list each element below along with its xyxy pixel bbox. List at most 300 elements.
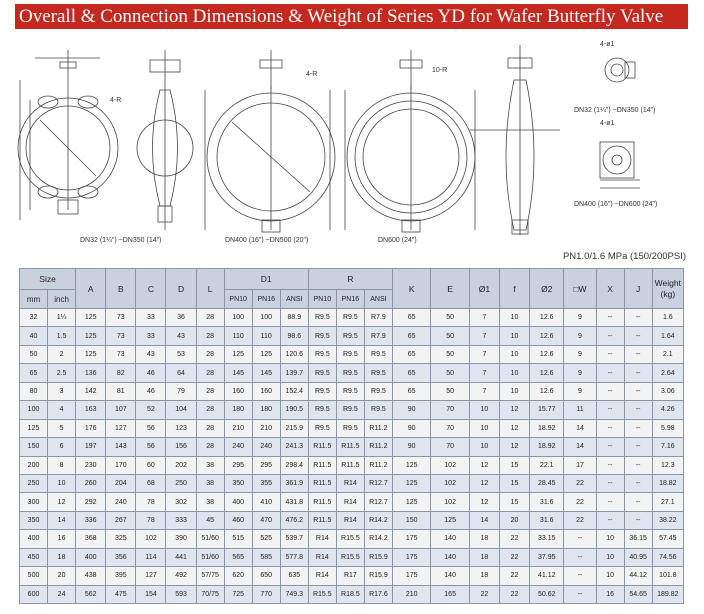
table-cell: 142 bbox=[76, 382, 106, 400]
table-cell: 325 bbox=[106, 530, 136, 548]
table-cell: 57.45 bbox=[652, 530, 683, 548]
table-cell: 44.12 bbox=[624, 567, 652, 585]
table-cell: 441 bbox=[166, 548, 196, 566]
table-cell: 565 bbox=[224, 548, 252, 566]
table-cell: 140 bbox=[431, 548, 469, 566]
header-b: B bbox=[106, 269, 136, 309]
table-cell: 8 bbox=[48, 456, 76, 474]
table-cell: 2 bbox=[48, 345, 76, 363]
table-cell: 7.16 bbox=[652, 438, 683, 456]
table-cell: R11.5 bbox=[308, 511, 336, 529]
table-cell: 56 bbox=[136, 419, 166, 437]
table-cell: 37.95 bbox=[530, 548, 564, 566]
table-cell: 9 bbox=[564, 364, 596, 382]
table-cell: 295 bbox=[224, 456, 252, 474]
table-cell: 240 bbox=[106, 493, 136, 511]
table-row bbox=[20, 456, 684, 474]
table-cell: 28.45 bbox=[530, 474, 564, 492]
table-cell: 16 bbox=[48, 530, 76, 548]
table-cell: -- bbox=[564, 585, 596, 603]
table-cell: 9 bbox=[564, 345, 596, 363]
table-cell: 210 bbox=[392, 585, 430, 603]
table-row bbox=[20, 401, 684, 419]
table-cell: 65 bbox=[392, 327, 430, 345]
table-cell: -- bbox=[624, 419, 652, 437]
table-cell: 336 bbox=[76, 511, 106, 529]
table-row bbox=[20, 419, 684, 437]
table-cell: 79 bbox=[166, 382, 196, 400]
table-cell: 28 bbox=[196, 438, 224, 456]
table-cell: 355 bbox=[252, 474, 280, 492]
table-cell: 333 bbox=[166, 511, 196, 529]
table-cell: R11.2 bbox=[364, 419, 392, 437]
table-cell: 90 bbox=[392, 401, 430, 419]
header-r-pn16: PN16 bbox=[336, 290, 364, 309]
table-cell: 15.77 bbox=[530, 401, 564, 419]
table-cell: R9.5 bbox=[308, 382, 336, 400]
table-cell: R9.5 bbox=[336, 419, 364, 437]
table-cell: 450 bbox=[20, 548, 48, 566]
table-cell: 400 bbox=[224, 493, 252, 511]
header-r: R bbox=[308, 269, 392, 290]
drawing-label-nr-2: 4-R bbox=[306, 71, 318, 78]
table-cell: 102 bbox=[136, 530, 166, 548]
table-cell: 31.6 bbox=[530, 493, 564, 511]
table-cell: 28 bbox=[196, 419, 224, 437]
table-cell: R14 bbox=[336, 474, 364, 492]
header-a: A bbox=[76, 269, 106, 309]
table-cell: 150 bbox=[392, 511, 430, 529]
table-cell: 12 bbox=[469, 456, 499, 474]
table-cell: 20 bbox=[499, 511, 529, 529]
table-cell: 197 bbox=[76, 438, 106, 456]
table-cell: 204 bbox=[106, 474, 136, 492]
table-cell: 17 bbox=[564, 456, 596, 474]
table-cell: R9.5 bbox=[336, 309, 364, 327]
header-c: C bbox=[136, 269, 166, 309]
header-d: D bbox=[166, 269, 196, 309]
table-cell: 64 bbox=[166, 364, 196, 382]
header-d1: D1 bbox=[224, 269, 308, 290]
table-cell: -- bbox=[596, 474, 624, 492]
table-cell: R11.5 bbox=[308, 474, 336, 492]
table-cell: 15 bbox=[499, 474, 529, 492]
table-cell: 202 bbox=[166, 456, 196, 474]
table-cell: 110 bbox=[252, 327, 280, 345]
table-cell: 53 bbox=[166, 345, 196, 363]
table-cell: 50.62 bbox=[530, 585, 564, 603]
table-cell: 180 bbox=[224, 401, 252, 419]
table-cell: -- bbox=[624, 493, 652, 511]
table-cell: R17.6 bbox=[364, 585, 392, 603]
table-cell: 210 bbox=[252, 419, 280, 437]
table-cell: 16 bbox=[596, 585, 624, 603]
table-cell: 18 bbox=[469, 567, 499, 585]
table-cell: 145 bbox=[252, 364, 280, 382]
valve-drawings bbox=[0, 30, 704, 252]
header-mm: mm bbox=[20, 290, 48, 309]
table-cell: 125 bbox=[76, 345, 106, 363]
table-cell: 190.5 bbox=[280, 401, 308, 419]
table-cell: 28 bbox=[196, 401, 224, 419]
table-cell: 7 bbox=[469, 309, 499, 327]
table-cell: R9.5 bbox=[336, 327, 364, 345]
table-cell: 82 bbox=[106, 364, 136, 382]
table-cell: 52 bbox=[136, 401, 166, 419]
table-cell: -- bbox=[596, 382, 624, 400]
table-cell: 12 bbox=[469, 474, 499, 492]
table-cell: R18.5 bbox=[336, 585, 364, 603]
table-cell: R15.5 bbox=[336, 548, 364, 566]
table-cell: 2.64 bbox=[652, 364, 683, 382]
table-cell: 1.5 bbox=[48, 327, 76, 345]
table-cell: 12 bbox=[499, 401, 529, 419]
table-cell: 150 bbox=[20, 438, 48, 456]
table-cell: 160 bbox=[224, 382, 252, 400]
table-cell: 5.98 bbox=[652, 419, 683, 437]
table-cell: -- bbox=[624, 474, 652, 492]
table-cell: 28 bbox=[196, 345, 224, 363]
table-cell: R14 bbox=[336, 493, 364, 511]
table-cell: 139.7 bbox=[280, 364, 308, 382]
table-cell: 28 bbox=[196, 382, 224, 400]
table-cell: 577.8 bbox=[280, 548, 308, 566]
table-row bbox=[20, 327, 684, 345]
table-cell: R15.5 bbox=[308, 585, 336, 603]
table-row bbox=[20, 585, 684, 603]
table-cell: 22 bbox=[499, 530, 529, 548]
table-row bbox=[20, 364, 684, 382]
table-cell: 50 bbox=[20, 345, 48, 363]
table-cell: 585 bbox=[252, 548, 280, 566]
table-row bbox=[20, 474, 684, 492]
table-cell: 492 bbox=[166, 567, 196, 585]
table-cell: 22 bbox=[499, 567, 529, 585]
table-cell: 73 bbox=[106, 327, 136, 345]
table-cell: -- bbox=[596, 493, 624, 511]
table-cell: 125 bbox=[20, 419, 48, 437]
table-cell: 120.6 bbox=[280, 345, 308, 363]
table-cell: 241.3 bbox=[280, 438, 308, 456]
table-cell: 175 bbox=[392, 548, 430, 566]
table-cell: R11.2 bbox=[364, 438, 392, 456]
table-cell: -- bbox=[596, 401, 624, 419]
table-cell: -- bbox=[624, 511, 652, 529]
table-cell: R9.5 bbox=[308, 419, 336, 437]
table-cell: R7.9 bbox=[364, 309, 392, 327]
table-cell: 43 bbox=[166, 327, 196, 345]
table-cell: 74.56 bbox=[652, 548, 683, 566]
table-cell: 125 bbox=[76, 309, 106, 327]
table-cell: R9.5 bbox=[336, 364, 364, 382]
table-cell: 302 bbox=[166, 493, 196, 511]
table-cell: 1.64 bbox=[652, 327, 683, 345]
table-cell: 180 bbox=[252, 401, 280, 419]
table-cell: R11.5 bbox=[308, 438, 336, 456]
table-cell: 50 bbox=[431, 309, 469, 327]
table-cell: 102 bbox=[431, 493, 469, 511]
table-cell: 12.6 bbox=[530, 364, 564, 382]
table-cell: 88.9 bbox=[280, 309, 308, 327]
table-cell: R12.7 bbox=[364, 493, 392, 511]
table-cell: R9.5 bbox=[308, 364, 336, 382]
table-cell: 10 bbox=[499, 345, 529, 363]
caption-detail-small: DN32 (1¼") ~DN350 (14") bbox=[574, 107, 656, 114]
table-cell: 6 bbox=[48, 438, 76, 456]
table-cell: 127 bbox=[136, 567, 166, 585]
table-cell: 18.82 bbox=[652, 474, 683, 492]
table-cell: R11.5 bbox=[308, 456, 336, 474]
table-cell: 50 bbox=[431, 382, 469, 400]
table-cell: 22 bbox=[564, 474, 596, 492]
table-cell: 175 bbox=[392, 567, 430, 585]
table-cell: 98.6 bbox=[280, 327, 308, 345]
table-cell: 65 bbox=[392, 364, 430, 382]
table-cell: 22 bbox=[564, 511, 596, 529]
table-cell: 136 bbox=[76, 364, 106, 382]
table-cell: 476.2 bbox=[280, 511, 308, 529]
table-cell: 395 bbox=[106, 567, 136, 585]
table-cell: 368 bbox=[76, 530, 106, 548]
table-cell: 125 bbox=[392, 493, 430, 511]
header-j: J bbox=[624, 269, 652, 309]
table-cell: R11.5 bbox=[308, 493, 336, 511]
table-cell: R9.5 bbox=[308, 309, 336, 327]
table-cell: 14 bbox=[564, 419, 596, 437]
header-k: K bbox=[392, 269, 430, 309]
table-cell: 33 bbox=[136, 327, 166, 345]
header-o1: Ø1 bbox=[469, 269, 499, 309]
table-cell: -- bbox=[596, 419, 624, 437]
drawing-label-nr3-2: 4-ø1 bbox=[600, 120, 615, 127]
valve-side-small bbox=[137, 50, 193, 230]
table-cell: R15.9 bbox=[364, 567, 392, 585]
table-cell: 18.92 bbox=[530, 438, 564, 456]
table-cell: R9.5 bbox=[364, 345, 392, 363]
table-cell: 500 bbox=[20, 567, 48, 585]
table-cell: 78 bbox=[136, 511, 166, 529]
table-cell: R9.5 bbox=[308, 327, 336, 345]
table-cell: 40 bbox=[20, 327, 48, 345]
table-cell: 635 bbox=[280, 567, 308, 585]
header-weight: Weight (kg) bbox=[652, 269, 683, 309]
caption-dn600: DN600 (24") bbox=[378, 237, 417, 244]
table-cell: 154 bbox=[136, 585, 166, 603]
table-cell: 36.15 bbox=[624, 530, 652, 548]
table-cell: 9 bbox=[564, 382, 596, 400]
pressure-note: PN1.0/1.6 MPa (150/200PSI) bbox=[562, 251, 686, 262]
table-row bbox=[20, 493, 684, 511]
table-cell: -- bbox=[596, 345, 624, 363]
caption-dn400-dn500: DN400 (16") ~DN500 (20") bbox=[225, 237, 309, 244]
table-cell: 163 bbox=[76, 401, 106, 419]
table-cell: 12.6 bbox=[530, 327, 564, 345]
table-cell: 22 bbox=[469, 585, 499, 603]
table-cell: R11.2 bbox=[364, 456, 392, 474]
table-cell: -- bbox=[624, 401, 652, 419]
table-cell: 81 bbox=[106, 382, 136, 400]
table-cell: -- bbox=[624, 327, 652, 345]
table-cell: 38 bbox=[196, 456, 224, 474]
table-cell: 170 bbox=[106, 456, 136, 474]
table-cell: 7 bbox=[469, 382, 499, 400]
table-cell: 102 bbox=[431, 474, 469, 492]
table-cell: 27.1 bbox=[652, 493, 683, 511]
table-row bbox=[20, 382, 684, 400]
table-cell: R15.5 bbox=[336, 530, 364, 548]
table-cell: 22 bbox=[499, 548, 529, 566]
table-cell: 101.8 bbox=[652, 567, 683, 585]
table-cell: R9.5 bbox=[336, 345, 364, 363]
table-cell: 18 bbox=[469, 548, 499, 566]
table-cell: R11.5 bbox=[336, 456, 364, 474]
table-cell: 70/75 bbox=[196, 585, 224, 603]
table-cell: 143 bbox=[106, 438, 136, 456]
table-cell: 31.6 bbox=[530, 511, 564, 529]
table-cell: 12 bbox=[48, 493, 76, 511]
table-cell: R7.9 bbox=[364, 327, 392, 345]
table-cell: 65 bbox=[392, 345, 430, 363]
header-o2: Ø2 bbox=[530, 269, 564, 309]
table-cell: -- bbox=[596, 327, 624, 345]
table-cell: 240 bbox=[224, 438, 252, 456]
table-cell: 70 bbox=[431, 401, 469, 419]
table-cell: 70 bbox=[431, 438, 469, 456]
table-cell: 24 bbox=[48, 585, 76, 603]
table-cell: 12.6 bbox=[530, 309, 564, 327]
table-cell: 390 bbox=[166, 530, 196, 548]
table-cell: 10 bbox=[596, 548, 624, 566]
table-cell: 15 bbox=[499, 493, 529, 511]
header-inch: inch bbox=[48, 290, 76, 309]
table-cell: 33 bbox=[136, 309, 166, 327]
header-l: L bbox=[196, 269, 224, 309]
table-cell: R14 bbox=[308, 548, 336, 566]
table-cell: 650 bbox=[252, 567, 280, 585]
table-cell: 43 bbox=[136, 345, 166, 363]
table-cell: -- bbox=[624, 364, 652, 382]
header-d1-pn10: PN10 bbox=[224, 290, 252, 309]
header-r-pn10: PN10 bbox=[308, 290, 336, 309]
table-cell: 65 bbox=[392, 309, 430, 327]
table-cell: 50 bbox=[431, 327, 469, 345]
table-cell: 295 bbox=[252, 456, 280, 474]
table-cell: 2.1 bbox=[652, 345, 683, 363]
table-cell: 10 bbox=[499, 309, 529, 327]
table-cell: 125 bbox=[431, 511, 469, 529]
table-cell: 32 bbox=[20, 309, 48, 327]
table-cell: 749.3 bbox=[280, 585, 308, 603]
table-cell: -- bbox=[624, 382, 652, 400]
table-cell: 400 bbox=[76, 548, 106, 566]
table-cell: 292 bbox=[76, 493, 106, 511]
table-cell: 356 bbox=[106, 548, 136, 566]
table-cell: 410 bbox=[252, 493, 280, 511]
table-cell: R14.2 bbox=[364, 511, 392, 529]
table-row bbox=[20, 438, 684, 456]
table-cell: 2.5 bbox=[48, 364, 76, 382]
table-cell: 127 bbox=[106, 419, 136, 437]
caption-dn32-dn350: DN32 (1¼") ~DN350 (14") bbox=[80, 237, 162, 244]
table-cell: 189.82 bbox=[652, 585, 683, 603]
table-cell: 7 bbox=[469, 364, 499, 382]
table-cell: 156 bbox=[166, 438, 196, 456]
table-cell: 15 bbox=[499, 456, 529, 474]
table-cell: 400 bbox=[20, 530, 48, 548]
table-cell: 57/75 bbox=[196, 567, 224, 585]
valve-drawing-small bbox=[18, 50, 118, 220]
table-cell: 260 bbox=[76, 474, 106, 492]
table-cell: 100 bbox=[20, 401, 48, 419]
table-cell: 12 bbox=[499, 419, 529, 437]
table-cell: -- bbox=[596, 511, 624, 529]
table-cell: 14 bbox=[469, 511, 499, 529]
table-cell: 65 bbox=[20, 364, 48, 382]
table-cell: R12.7 bbox=[364, 474, 392, 492]
table-cell: 475 bbox=[106, 585, 136, 603]
table-cell: R14.2 bbox=[364, 530, 392, 548]
valve-drawing-large bbox=[345, 50, 475, 232]
table-cell: 90 bbox=[392, 419, 430, 437]
table-cell: 46 bbox=[136, 364, 166, 382]
table-cell: 28 bbox=[196, 309, 224, 327]
table-cell: 18 bbox=[469, 530, 499, 548]
table-cell: 73 bbox=[106, 345, 136, 363]
table-cell: 3.06 bbox=[652, 382, 683, 400]
table-cell: 12.6 bbox=[530, 382, 564, 400]
dimensions-table bbox=[19, 268, 684, 604]
table-cell: 38 bbox=[196, 474, 224, 492]
table-cell: 22 bbox=[499, 585, 529, 603]
caption-detail-large: DN400 (16") ~DN600 (24") bbox=[574, 201, 658, 208]
table-cell: 145 bbox=[224, 364, 252, 382]
table-cell: -- bbox=[596, 364, 624, 382]
table-cell: 215.9 bbox=[280, 419, 308, 437]
table-cell: -- bbox=[624, 438, 652, 456]
table-cell: R17 bbox=[336, 567, 364, 585]
table-cell: 7 bbox=[469, 345, 499, 363]
page-title: Overall & Connection Dimensions & Weight of Series YD for Wafer Butterfly Valve bbox=[15, 4, 688, 29]
table-cell: -- bbox=[596, 309, 624, 327]
table-cell: 78 bbox=[136, 493, 166, 511]
table-cell: -- bbox=[564, 530, 596, 548]
table-cell: 176 bbox=[76, 419, 106, 437]
header-r-ansi: ANSI bbox=[364, 290, 392, 309]
table-cell: 14 bbox=[48, 511, 76, 529]
table-cell: 10 bbox=[499, 382, 529, 400]
table-cell: R9.5 bbox=[308, 345, 336, 363]
table-cell: 54.65 bbox=[624, 585, 652, 603]
header-w: □W bbox=[564, 269, 596, 309]
table-cell: R14 bbox=[336, 511, 364, 529]
table-cell: 10 bbox=[48, 474, 76, 492]
table-cell: 4 bbox=[48, 401, 76, 419]
table-cell: 110 bbox=[224, 327, 252, 345]
table-cell: 298.4 bbox=[280, 456, 308, 474]
table-cell: 152.4 bbox=[280, 382, 308, 400]
table-cell: 28 bbox=[196, 364, 224, 382]
header-d1-pn16: PN16 bbox=[252, 290, 280, 309]
table-row bbox=[20, 548, 684, 566]
table-cell: R9.5 bbox=[308, 401, 336, 419]
table-cell: 50 bbox=[431, 364, 469, 382]
table-cell: 600 bbox=[20, 585, 48, 603]
table-cell: 125 bbox=[76, 327, 106, 345]
table-cell: -- bbox=[624, 456, 652, 474]
table-cell: 60 bbox=[136, 456, 166, 474]
table-cell: 9 bbox=[564, 327, 596, 345]
table-cell: 10 bbox=[469, 438, 499, 456]
